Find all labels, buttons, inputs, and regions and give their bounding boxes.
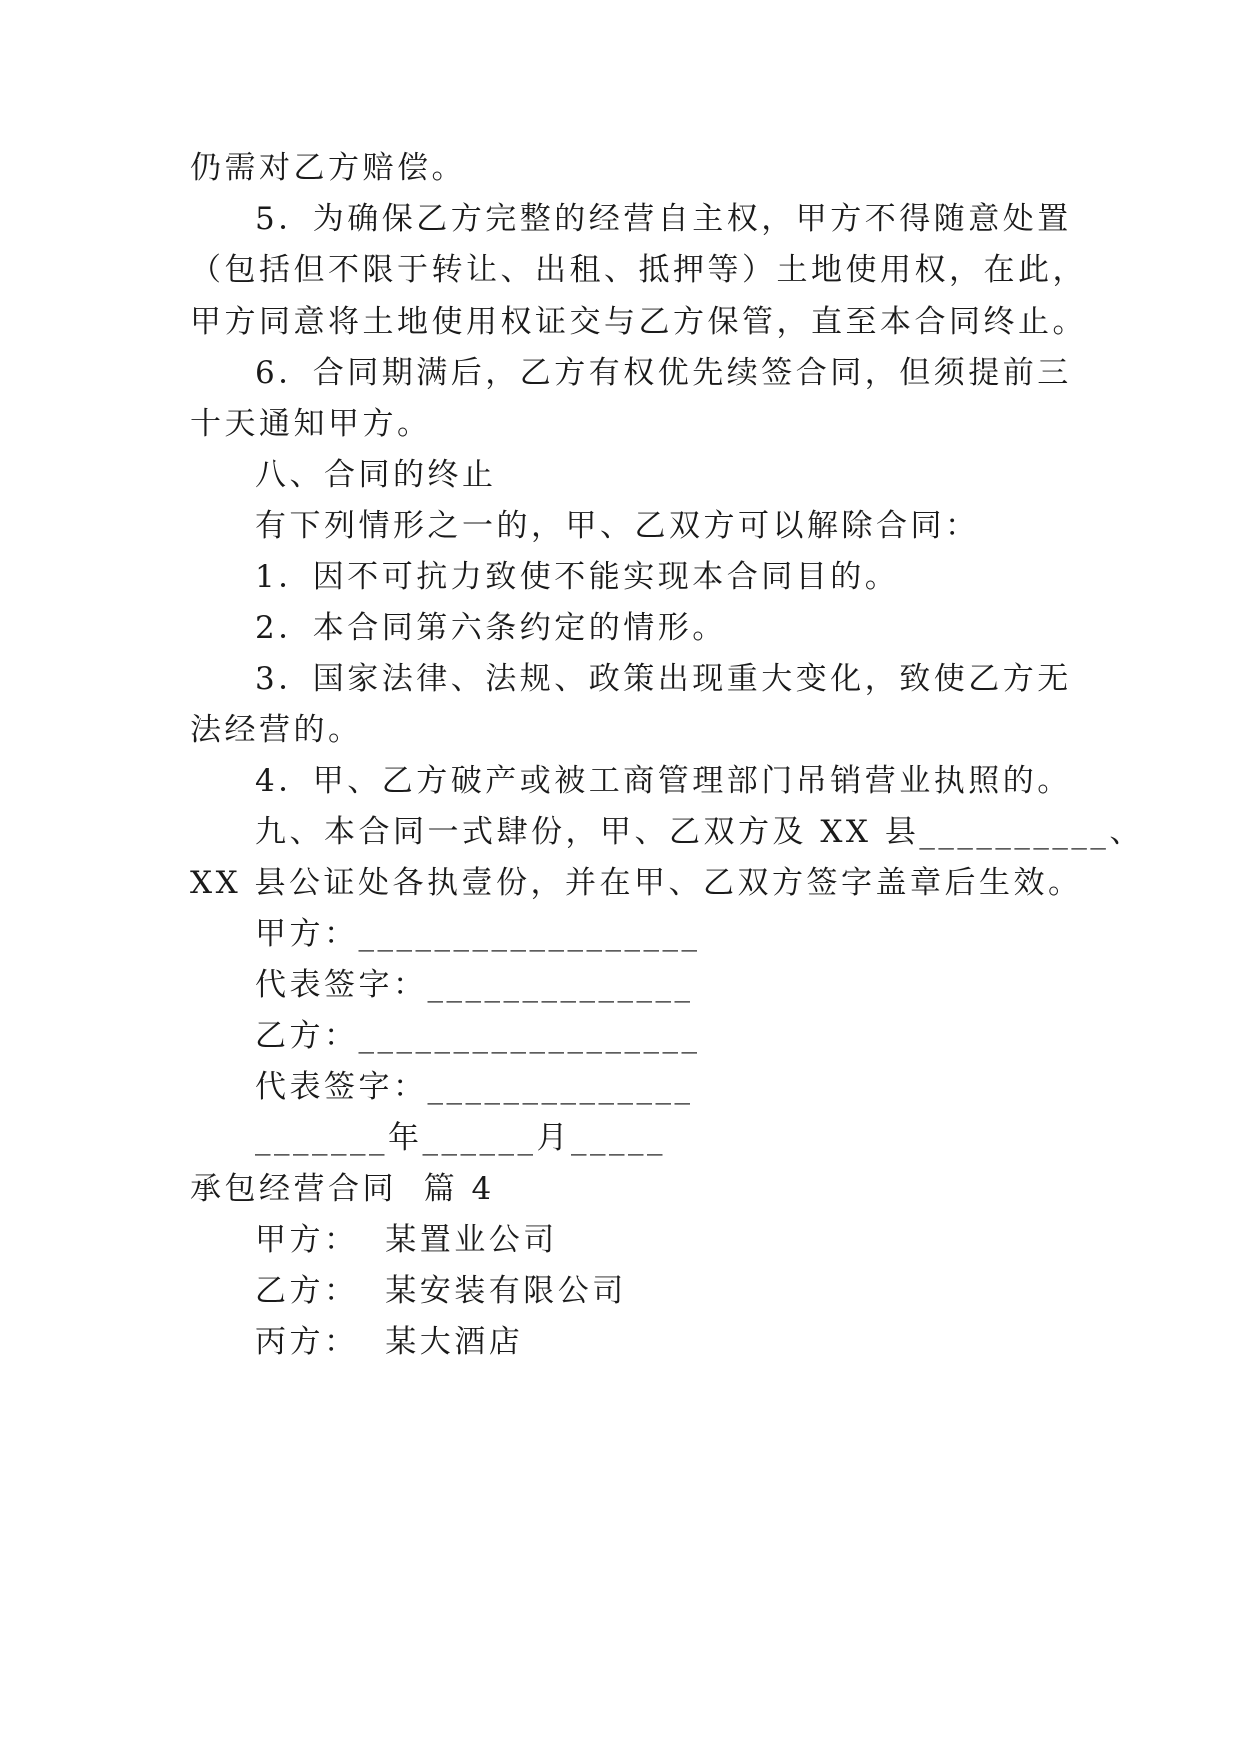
clause-9-line: XX 县公证处各执壹份，并在甲、乙双方签字盖章后生效。: [190, 865, 1083, 901]
contract-title: 承包经营合同 篇 4: [190, 1171, 495, 1207]
list-item: 3．国家法律、法规、政策出现重大变化，致使乙方无: [255, 661, 1072, 697]
party-a-line: 甲方： 某置业公司: [255, 1222, 558, 1258]
date-line: _______年______月_____: [255, 1120, 666, 1156]
paragraph-line: 仍需对乙方赔偿。: [190, 150, 466, 186]
list-item-continuation: 法经营的。: [190, 712, 363, 748]
signature-representative: 代表签字：______________: [255, 1069, 694, 1105]
list-item: 1．因不可抗力致使不能实现本合同目的。: [255, 559, 900, 595]
clause-6-line: 十天通知甲方。: [190, 406, 432, 442]
clause-5-line: 甲方同意将土地使用权证交与乙方保管，直至本合同终止。: [190, 304, 1087, 340]
signature-party-b: 乙方：__________________: [255, 1018, 701, 1054]
signature-representative: 代表签字：______________: [255, 967, 694, 1003]
clause-5-line: 5．为确保乙方完整的经营自主权，甲方不得随意处置: [255, 201, 1072, 237]
signature-party-a: 甲方：__________________: [255, 916, 701, 952]
clause-5-line: （包括但不限于转让、出租、抵押等）土地使用权，在此，: [190, 252, 1087, 288]
list-item: 2．本合同第六条约定的情形。: [255, 610, 727, 646]
clause-9-line: 九、本合同一式肆份，甲、乙双方及 XX 县__________、: [255, 814, 1144, 850]
list-item: 4．甲、乙方破产或被工商管理部门吊销营业执照的。: [255, 763, 1072, 799]
clause-6-line: 6．合同期满后，乙方有权优先续签合同，但须提前三: [255, 355, 1072, 391]
paragraph-line: 有下列情形之一的，甲、乙双方可以解除合同：: [255, 508, 980, 544]
section-heading: 八、合同的终止: [255, 457, 497, 493]
party-b-line: 乙方： 某安装有限公司: [255, 1273, 627, 1309]
party-c-line: 丙方： 某大酒店: [255, 1324, 524, 1360]
